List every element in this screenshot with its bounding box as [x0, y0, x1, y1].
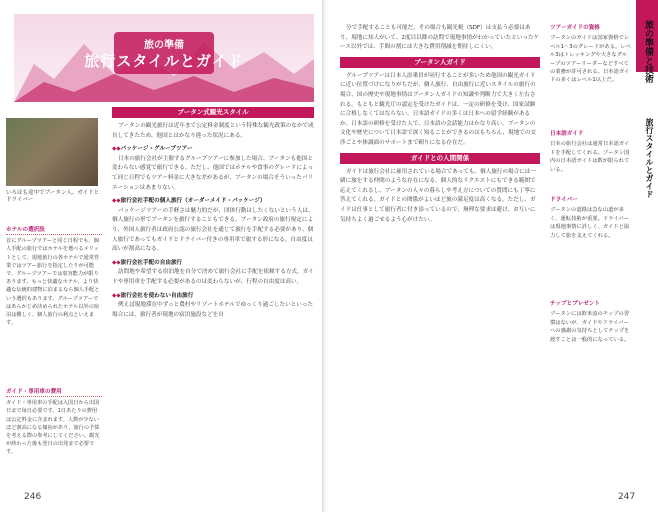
sidebar-heading: チップとプレゼント — [550, 301, 600, 307]
item-body: 訪問地や希望する宿泊地を自分で決めて旅行会社に手配を依頼する方式。ガイドや専用車を手配する必要があるのは変わらないが、行程の自由度は高い。 — [112, 269, 314, 285]
sidebar-body: ブータンのガイドは国家資格でレベル1〜3のグレードがある。レベル3はトレッキングや大きなグループのツアーリーダーなどすべての業務が許可される。日本語ガイドの多くはレベル1以上だ。 — [550, 35, 631, 84]
item-body: 日本の旅行会社が主催するグループツアーに参加した場合、ブータンも他国と変わらない感覚で旅行できる。ただし、他国ではホテルや食事のグレードによって同じ日程でもツアー料金に大きな差があるが、ブータンの場合そういったバリエーションはあまりない。 — [112, 155, 314, 191]
page-number-right: 247 — [618, 492, 636, 502]
sidebar-guide-cost — [6, 388, 102, 457]
hero-subtitle: 旅の準備 — [144, 40, 184, 51]
right-main-column — [340, 24, 540, 229]
sidebar-heading: ガイド・専用車の費用 — [6, 388, 102, 397]
sidebar-heading: 日本語ガイド — [550, 131, 584, 137]
chapter-title: 旅の準備と技術 — [643, 20, 653, 83]
chapter-tab — [636, 0, 658, 512]
hero-banner — [14, 14, 314, 102]
item-body: パッケージツアーの手軽さは魅力的だが、団体行動はしたくないという人は、個人旅行の形でブータンを旅行することもできる。ブータン政府の旅行規定により、外国人旅行者は政府公認の旅行会社を通じて旅行を手配する必要があり、個人旅行であってもガイドとドライバー付きの専用車で旅する形になる。自由度は高いが割高になる。 — [112, 207, 314, 253]
sidebar-guide-license — [550, 24, 632, 85]
sidebar-heading: ホテルの選択肢 — [6, 226, 102, 235]
guide-photo — [6, 118, 98, 186]
sidebar-heading: ツアーガイドの資格 — [550, 25, 600, 31]
sidebar-tip — [550, 300, 632, 344]
item-heading: ◆◆旅行会社を使わない自由旅行 — [112, 292, 194, 299]
sidebar-body: ブータンの道路は急な山道が多く、運転技術が重要。ドライバーは現地事情に詳しく、ガイドと協力して旅を支えてくれる。 — [550, 207, 630, 239]
sidebar-japanese-guide — [550, 130, 632, 174]
continued-paragraph: 分で手配することも可能だ。その場合も観光税（SDF）は支払う必要はあり、現地に知人がいて、2度目以降の訪問で現地事情がわかっていたといったケース以外では、手間の割には大きな費用削減を期待しにくい。 — [340, 25, 540, 51]
section-heading: ブータン人ガイド — [340, 57, 540, 68]
sidebar-heading: ドライバー — [550, 197, 578, 203]
sidebar-driver — [550, 196, 632, 240]
sidebar-body: 首にグループツアーと同じ日程でも、個人手配の旅行ではホテルを選べるメリットとして、現地旅行の各ホテルで通常営業ではツアー旅行を指定したりが可能で、グループツアーでは収容能力が限りあります。もっと快適なホテル、より快適な伝統的建物に泊まるなら個人手配という選択もあります。グループツアーではあらかじめ決められたホテル以外の宿泊は難しく、個人旅行の利点といえます。 — [6, 238, 100, 327]
item-heading: ◆◆旅行会社手配の個人旅行（オーダーメイド・パッケージ） — [112, 198, 266, 205]
relation-paragraph: ガイドは旅行会社に雇用されている場合であっても、個人旅行の場合には一緒に旅をする仲間のような存在になる。個人的なリクエストにもできる範囲で応えてくれるし、ブータンの人々の暮らしや考え方についての質問にも丁寧に答えてくれる。ガイドとの関係がよいほど旅の満足度は高くなる。ただし、ガイドは仕事として旅行者に付き添っているので、無理な要求は避け、お互いに気持ちよく過ごせるよう心がけたい。 — [340, 168, 536, 223]
page-number-left: 246 — [24, 492, 42, 502]
item-heading: ◆◆パッケージ・グループツアー — [112, 146, 193, 153]
item-heading: ◆◆旅行会社手配の自由旅行 — [112, 259, 183, 266]
sidebar-hotel — [6, 226, 102, 327]
photo-caption: いろはも途中でブータン人、ガイドとドライバー — [6, 190, 100, 203]
sidebar-body: ブータンには欧米流のチップの習慣はないが、ガイドやドライバーへの感謝の気持ちとしてチップを渡すことは一般的になっている。 — [550, 311, 630, 343]
item-body: 例えば現地滞在中ずっと農村やリゾートホテルでゆっくり過ごしたいといった場合には、旅行者が現地の宿泊施設などを自 — [112, 302, 314, 318]
guide-paragraph: グループツアーは日本人添乗員が同行することが多いため他国の観光ガイドに近い位置づけになりがちだが、個人旅行、自由旅行に近いスタイルの旅行の場合、国の歴史や現地事情はブータン人ガイドの知識や判断力で大きく左右される。もともと観光庁の認定を受けたガイドは、一定の研修を受け、国家試験に合格しなくてはならない。日本語ガイドの多くは日本への留学経験があるか、日本語の研修を受けた人で、日本語の会話能力はかなり高い。ブータンの文化や歴史について日本語で深く知ることができるのはもちろん、現地での交渉ごとや体調面のサポートまで頼りになる存在だ。 — [340, 72, 537, 146]
page-title: 旅行スタイルとガイド — [84, 52, 244, 70]
intro-paragraph: ブータンの観光旅行は近年まで公定料金制度という特殊な観光政策のなかで成長してきたため、他国とはかなり違った状況にある。 — [112, 123, 314, 139]
sidebar-body: 日本の旅行会社は通常日本語ガイドを手配してくれる。ブータン国内の日本語ガイドは数が限られている。 — [550, 141, 630, 173]
section-heading: ガイドとの人間関係 — [340, 153, 540, 164]
left-page — [0, 0, 322, 512]
section-heading: ブータン式観光スタイル — [112, 107, 314, 118]
right-page — [326, 0, 658, 512]
sidebar-body: ガイド・専用車の手配は入国日から出国日まで毎日必要です。1日あたりの費用は公定料金に含まれます。人数が少ないほど割高になる傾向があり、旅行の予算を考える際の参考にしてください。観光が終わった後も翌日の出発まで必要です。 — [6, 400, 100, 456]
chapter-subtitle: 旅行スタイルとガイド — [645, 118, 654, 198]
left-main-column — [112, 104, 314, 324]
